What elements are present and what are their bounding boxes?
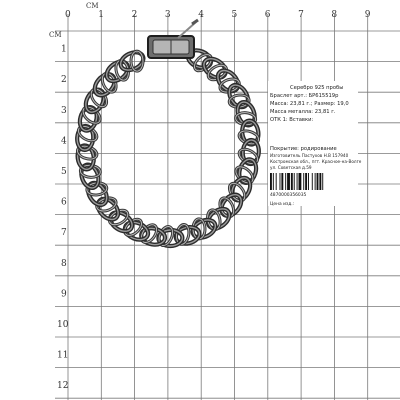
tag-barcode-number: 4870000356035 xyxy=(270,193,307,198)
barcode-bar xyxy=(315,173,316,190)
tag-metal-mass: Масса металла: 23,81 г. xyxy=(270,109,336,115)
barcode-bar xyxy=(276,173,277,190)
column-label: 5 xyxy=(231,10,238,20)
row-label: 6 xyxy=(61,197,67,208)
barcode-bar xyxy=(303,173,304,190)
product-tag xyxy=(268,81,362,207)
barcode-bar xyxy=(294,173,295,190)
bracelet-clasp xyxy=(148,20,198,58)
row-label: 8 xyxy=(61,258,67,269)
tag-maker: Изготовитель Пастухов Н.В 157940 xyxy=(270,153,349,158)
barcode-bar xyxy=(317,173,319,190)
barcode-bar xyxy=(305,173,307,190)
column-label: 1 xyxy=(98,10,105,20)
column-label: 3 xyxy=(164,10,171,20)
tag-street: ул. Советская д.59 xyxy=(270,165,312,170)
barcode-bar xyxy=(319,173,321,190)
left-unit-label: СМ xyxy=(49,31,62,39)
barcode-bar xyxy=(299,173,302,190)
row-label: 12 xyxy=(57,381,69,392)
column-label: 0 xyxy=(65,10,71,20)
barcode-bar xyxy=(280,173,281,190)
barcode-bar xyxy=(285,173,286,190)
top-unit-label: СМ xyxy=(86,2,99,10)
row-label: 7 xyxy=(61,228,67,239)
barcode-bar xyxy=(308,173,309,190)
tag-article: Браслет арт.: БР615519р xyxy=(270,93,339,99)
column-label: 8 xyxy=(331,10,338,20)
tag-price: Цена изд.: xyxy=(270,202,295,207)
tag-otk: ОТК 1: Вставки: xyxy=(270,117,314,123)
column-label: 2 xyxy=(131,10,138,20)
chain-link xyxy=(120,213,153,244)
row-label: 1 xyxy=(61,44,67,55)
column-label: 6 xyxy=(264,10,271,20)
column-label: 9 xyxy=(364,10,371,20)
row-label: 11 xyxy=(57,350,69,361)
tag-coating: Покрытие: родирование xyxy=(270,146,337,152)
row-label: 4 xyxy=(61,136,67,147)
column-label: 7 xyxy=(298,10,304,20)
barcode-bar xyxy=(322,173,323,190)
barcode-bar xyxy=(273,173,274,190)
barcode-bar xyxy=(297,173,298,190)
row-label: 10 xyxy=(57,320,69,330)
row-scale xyxy=(57,45,69,392)
row-label: 2 xyxy=(61,75,67,86)
barcode-bar xyxy=(281,173,283,190)
row-label: 9 xyxy=(61,289,67,300)
barcode-bar xyxy=(291,173,293,190)
barcode-bar xyxy=(312,173,313,190)
chain-link xyxy=(117,46,151,78)
tag-metal: Серебро 925 пробы xyxy=(290,85,344,91)
column-label: 4 xyxy=(198,10,204,20)
barcode-bar xyxy=(270,173,272,190)
tag-region: Костромская обл., пгт. Красное-на-Волге xyxy=(270,159,362,164)
column-scale xyxy=(65,10,371,20)
barcode-bar xyxy=(287,173,290,190)
row-label: 5 xyxy=(61,167,67,177)
row-label: 3 xyxy=(61,105,67,116)
tag-mass-size: Масса: 23,81 г.; Размер: 19,0 xyxy=(270,101,349,107)
